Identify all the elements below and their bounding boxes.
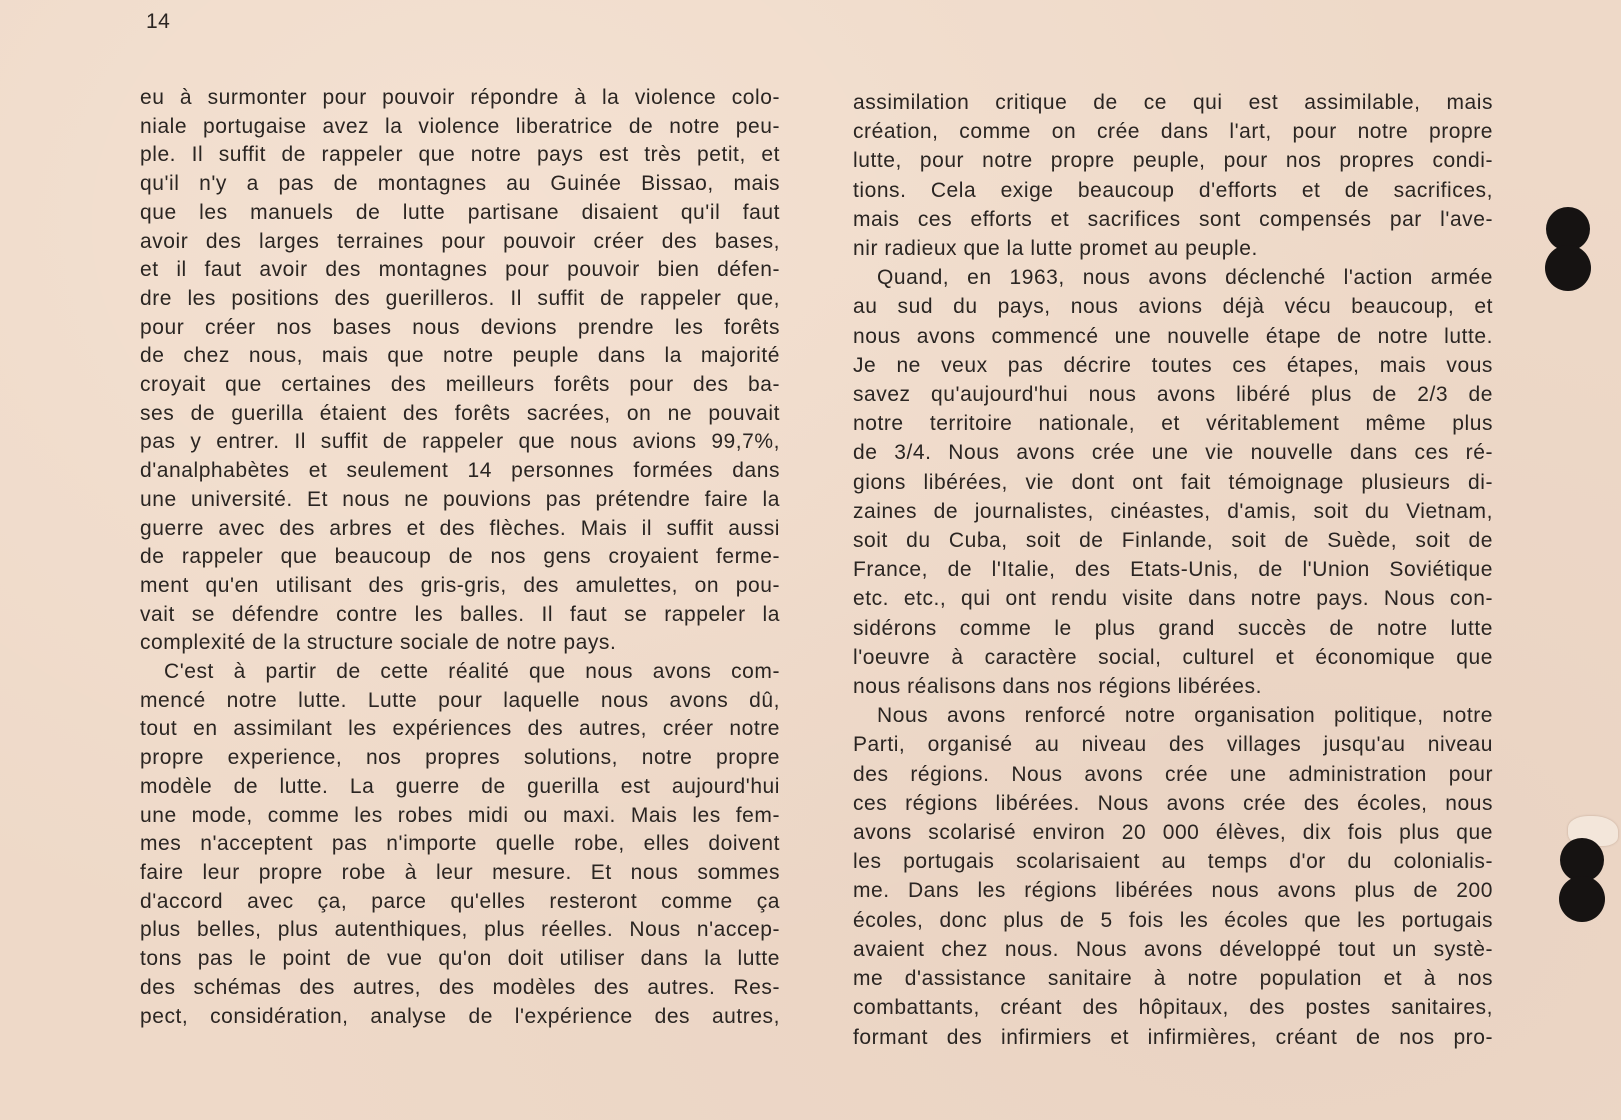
text-line: faire leur propre robe à leur mesure. Et nous sommes [140, 860, 780, 884]
text-line: modèle de lutte. La guerre de guerilla est aujourd'hui [140, 774, 780, 798]
text-line: Parti, organisé au niveau des villages jusqu'au niveau [853, 733, 1493, 757]
text-line: et il faut avoir des montagnes pour pouvoir bien défen- [140, 258, 780, 282]
text-line: de 3/4. Nous avons crée une vie nouvelle dans ces ré- [853, 441, 1493, 465]
text-line: guerre avec des arbres et des flèches. Mais il suffit aussi [140, 516, 780, 540]
text-line: avons scolarisé environ 20 000 élèves, dix fois plus que [853, 821, 1493, 845]
text-line: Je ne veux pas décrire toutes ces étapes, mais vous [853, 353, 1493, 377]
text-line: tions. Cela exige beaucoup d'efforts et de sacrifices, [853, 178, 1493, 202]
right-column [853, 88, 1493, 1052]
text-line: pect, considération, analyse de l'expérience des autres, [140, 1004, 780, 1028]
text-line: niale portugaise avez la violence liberatrice de notre peu- [140, 114, 780, 138]
text-line: assimilation critique de ce qui est assimilable, mais [853, 91, 1493, 114]
text-line: tons pas le point de vue qu'on doit utiliser dans la lutte [140, 947, 780, 971]
text-line: vait se défendre contre les balles. Il faut se rappeler la [140, 602, 780, 626]
text-line: une université. Et nous ne pouvions pas prétendre faire la [140, 487, 780, 511]
text-line: notre territoire nationale, et véritablement même plus [853, 412, 1493, 436]
text-line: dre les positions des guerilleros. Il suffit de rappeler que, [140, 286, 780, 310]
text-line: mencé notre lutte. Lutte pour laquelle nous avons dû, [140, 688, 780, 712]
text-line: me. Dans les régions libérées nous avons plus de 200 [853, 879, 1493, 903]
text-line: nous réalisons dans nos régions libérées. [853, 675, 1262, 699]
text-line: une mode, comme les robes midi ou maxi. Mais les fem- [140, 803, 780, 827]
text-line: lutte, pour notre propre peuple, pour nos propres condi- [853, 149, 1493, 173]
binder-hole-lower [1559, 876, 1605, 922]
paragraph-start: Nous avons renforcé notre organisation politique, notre [877, 704, 1493, 728]
text-line: que les manuels de lutte partisane disaient qu'il faut [140, 200, 780, 224]
text-line: avoir des larges terraines pour pouvoir créer des bases, [140, 229, 780, 253]
text-line: propre experience, nos propres solutions, notre propre [140, 746, 780, 770]
text-line: pour créer nos bases nous devions prendre les forêts [140, 315, 780, 339]
text-line: création, comme on crée dans l'art, pour notre propre [853, 120, 1493, 144]
page-number: 14 [146, 10, 171, 33]
text-line: l'oeuvre à caractère social, culturel et économique que [853, 645, 1493, 669]
text-line: au sud du pays, nous avions déjà vécu beaucoup, et [853, 295, 1493, 319]
text-line: me d'assistance sanitaire à notre population et à nos [853, 967, 1493, 991]
text-line: mais ces efforts et sacrifices sont compensés par l'ave- [853, 207, 1493, 231]
text-line: combattants, créant des hôpitaux, des postes sanitaires, [853, 996, 1493, 1020]
text-line: zaines de journalistes, cinéastes, d'amis, soit du Vietnam, [853, 499, 1493, 523]
text-line: d'accord avec ça, parce qu'elles resteront comme ça [140, 889, 780, 913]
text-line: des schémas des autres, des modèles des autres. Res- [140, 975, 780, 999]
text-line: pas y entrer. Il suffit de rappeler que nous avions 99,7%, [140, 430, 780, 454]
text-line: croyait que certaines des meilleurs forêts pour des ba- [140, 373, 780, 397]
text-line: nous avons commencé une nouvelle étape de notre lutte. [853, 324, 1493, 348]
text-line: plus belles, plus autenthiques, plus réelles. Nous n'accep- [140, 918, 780, 942]
text-line: complexité de la structure sociale de notre pays. [140, 631, 617, 655]
text-line: ment qu'en utilisant des gris-gris, des amulettes, on pou- [140, 573, 780, 597]
text-line: etc. etc., qui ont rendu visite dans notre pays. Nous con- [853, 587, 1493, 611]
text-line: de chez nous, mais que notre peuple dans la majorité [140, 344, 780, 368]
text-line: d'analphabètes et seulement 14 personnes formées dans [140, 459, 780, 483]
text-line: eu à surmonter pour pouvoir répondre à la violence colo- [140, 86, 780, 109]
text-line: écoles, donc plus de 5 fois les écoles que les portugais [853, 908, 1493, 932]
text-line: ces régions libérées. Nous avons crée des écoles, nous [853, 791, 1493, 815]
text-line: nir radieux que la lutte promet au peuple. [853, 237, 1258, 261]
text-line: mes n'acceptent pas n'importe quelle robe, elles doivent [140, 832, 780, 856]
paragraph-start: C'est à partir de cette réalité que nous avons com- [164, 660, 780, 684]
text-line: gions libérées, vie dont ont fait témoignage plusieurs di- [853, 470, 1493, 494]
text-line: formant des infirmiers et infirmières, créant de nos pro- [853, 1025, 1493, 1049]
text-line: des régions. Nous avons crée une administration pour [853, 762, 1493, 786]
binder-hole-lower [1545, 245, 1591, 291]
text-line: qu'il n'y a pas de montagnes au Guinée Bissao, mais [140, 172, 780, 196]
text-line: soit du Cuba, soit de Finlande, soit de Suède, soit de [853, 529, 1493, 553]
text-line: ses de guerilla étaient des forêts sacrées, on ne pouvait [140, 401, 780, 425]
text-line: les portugais scolarisaient au temps d'or du colonialis- [853, 850, 1493, 874]
left-column [140, 84, 780, 1031]
text-line: ple. Il suffit de rappeler que notre pays est très petit, et [140, 143, 780, 167]
text-line: avaient chez nous. Nous avons développé tout un systè- [853, 937, 1493, 961]
text-line: de rappeler que beaucoup de nos gens croyaient ferme- [140, 545, 780, 569]
text-line: sidérons comme le plus grand succès de notre lutte [853, 616, 1493, 640]
text-line: France, de l'Italie, des Etats-Unis, de l'Union Soviétique [853, 558, 1493, 582]
text-line: tout en assimilant les expériences des autres, créer notre [140, 717, 780, 741]
text-line: savez qu'aujourd'hui nous avons libéré plus de 2/3 de [853, 383, 1493, 407]
paragraph-start: Quand, en 1963, nous avons déclenché l'action armée [877, 266, 1493, 290]
